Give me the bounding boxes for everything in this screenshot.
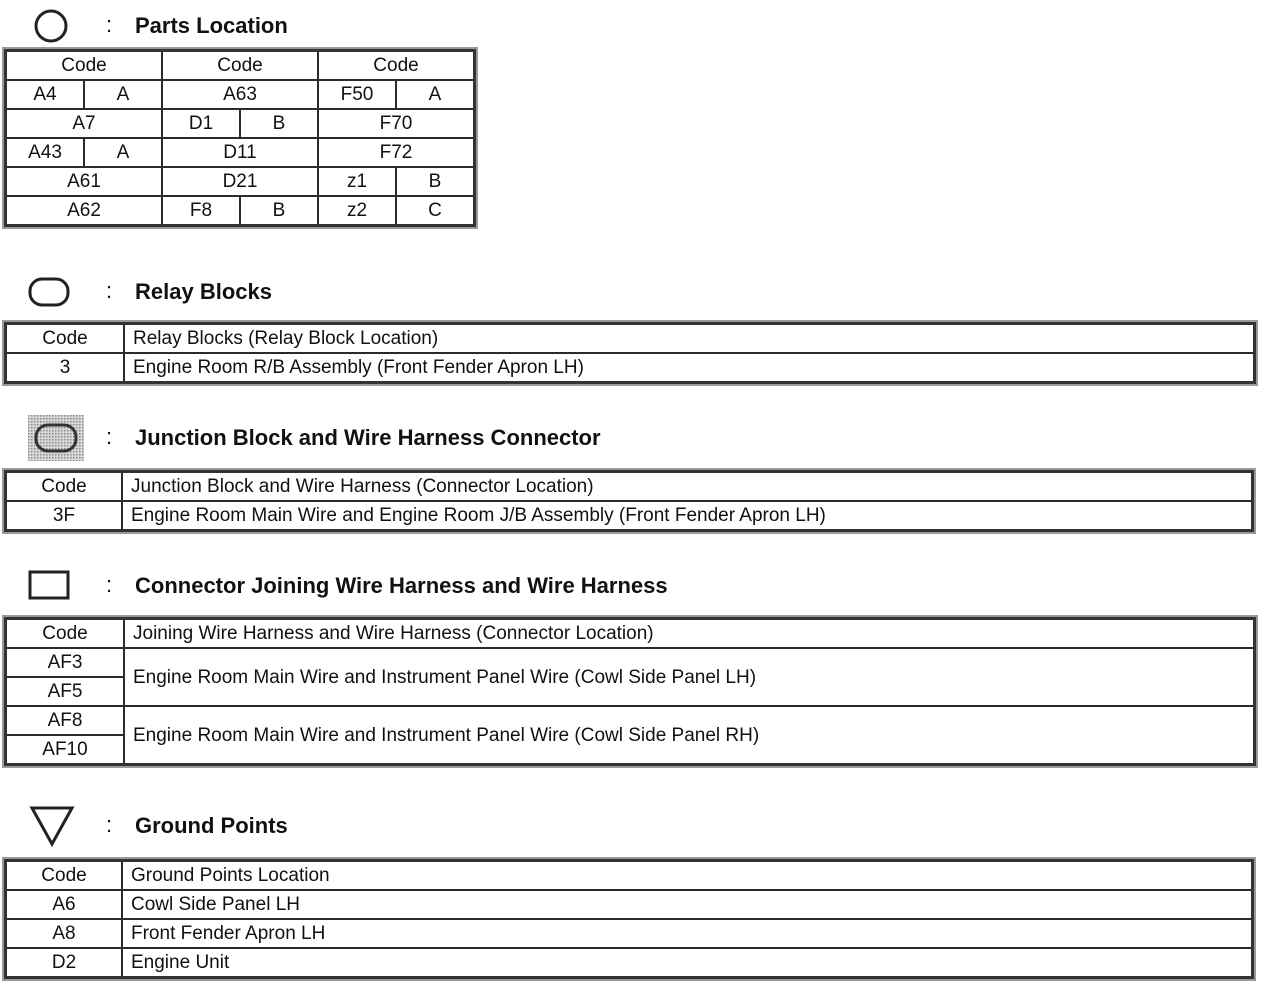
table-row xyxy=(6,890,1253,919)
parts-location-header xyxy=(0,6,900,46)
circle-icon xyxy=(33,8,69,44)
table-row xyxy=(6,138,475,167)
part-code: z1 xyxy=(318,167,396,196)
rounded-rectangle-icon xyxy=(27,276,73,308)
table-row xyxy=(6,948,1253,978)
code-header: Code xyxy=(6,861,123,891)
relay-blocks-table xyxy=(4,322,1256,384)
table-header-row xyxy=(6,619,1255,649)
ground-description: Engine Unit xyxy=(122,948,1253,978)
part-code: D21 xyxy=(162,167,318,196)
part-code: A43 xyxy=(6,138,85,167)
ground-code: A6 xyxy=(6,890,123,919)
junction-code: 3F xyxy=(6,501,123,531)
table-header-row xyxy=(6,472,1253,502)
description-header: Junction Block and Wire Harness (Connector Location) xyxy=(122,472,1253,502)
part-code: z2 xyxy=(318,196,396,226)
part-code: A4 xyxy=(6,80,85,109)
code-header: Code xyxy=(6,619,125,649)
junction-block-title: Junction Block and Wire Harness Connector xyxy=(135,425,601,450)
connector-code: AF3 xyxy=(6,648,125,677)
separator-colon: : xyxy=(106,278,113,303)
table-row xyxy=(6,919,1253,948)
part-code: A62 xyxy=(6,196,163,226)
code-header: Code xyxy=(162,51,318,81)
ground-code: D2 xyxy=(6,948,123,978)
connector-code: AF5 xyxy=(6,677,125,706)
separator-colon: : xyxy=(106,572,113,597)
connector-description: Engine Room Main Wire and Instrument Panel Wire (Cowl Side Panel RH) xyxy=(124,706,1255,765)
part-location-letter: B xyxy=(396,167,475,196)
table-row xyxy=(6,353,1255,383)
connector-joining-title: Connector Joining Wire Harness and Wire Harness xyxy=(135,573,668,598)
separator-colon: : xyxy=(106,812,113,837)
separator-colon: : xyxy=(106,424,113,449)
code-header: Code xyxy=(6,324,125,354)
ground-points-title: Ground Points xyxy=(135,813,288,838)
part-code: F70 xyxy=(318,109,475,138)
ground-points-header xyxy=(0,806,900,846)
part-code: A7 xyxy=(6,109,163,138)
table-row xyxy=(6,196,475,226)
part-code: F8 xyxy=(162,196,240,226)
triangle-icon xyxy=(28,804,76,848)
part-location-letter: B xyxy=(240,196,318,226)
table-row xyxy=(6,80,475,109)
part-location-letter: A xyxy=(396,80,475,109)
ground-code: A8 xyxy=(6,919,123,948)
part-code: A63 xyxy=(162,80,318,109)
code-header: Code xyxy=(318,51,475,81)
relay-blocks-title: Relay Blocks xyxy=(135,279,272,304)
parts-location-table xyxy=(4,49,476,227)
table-header-row xyxy=(6,861,1253,891)
part-code: D1 xyxy=(162,109,240,138)
connector-description: Engine Room Main Wire and Instrument Panel Wire (Cowl Side Panel LH) xyxy=(124,648,1255,706)
table-row xyxy=(6,706,1255,735)
connector-code: AF8 xyxy=(6,706,125,735)
description-header: Relay Blocks (Relay Block Location) xyxy=(124,324,1255,354)
part-location-letter: B xyxy=(240,109,318,138)
rectangle-icon xyxy=(28,570,72,602)
relay-blocks-header xyxy=(0,272,900,312)
ground-description: Cowl Side Panel LH xyxy=(122,890,1253,919)
separator-colon: : xyxy=(106,12,113,37)
table-row xyxy=(6,648,1255,677)
ground-points-table xyxy=(4,859,1254,979)
part-location-letter: A xyxy=(84,80,162,109)
table-row xyxy=(6,501,1253,531)
part-code: A61 xyxy=(6,167,163,196)
junction-block-header xyxy=(0,418,900,458)
ground-description: Front Fender Apron LH xyxy=(122,919,1253,948)
connector-joining-header xyxy=(0,566,900,606)
part-code: F72 xyxy=(318,138,475,167)
relay-code: 3 xyxy=(6,353,125,383)
part-location-letter: A xyxy=(84,138,162,167)
part-code: F50 xyxy=(318,80,396,109)
table-row xyxy=(6,109,475,138)
part-location-letter: C xyxy=(396,196,475,226)
connector-joining-table xyxy=(4,617,1256,766)
parts-location-title: Parts Location xyxy=(135,13,288,38)
code-header: Code xyxy=(6,472,123,502)
table-row xyxy=(6,167,475,196)
code-header: Code xyxy=(6,51,163,81)
description-header: Joining Wire Harness and Wire Harness (Connector Location) xyxy=(124,619,1255,649)
table-header-row xyxy=(6,324,1255,354)
shaded-rounded-rectangle-icon xyxy=(28,415,84,461)
part-code: D11 xyxy=(162,138,318,167)
relay-description: Engine Room R/B Assembly (Front Fender Apron LH) xyxy=(124,353,1255,383)
connector-code: AF10 xyxy=(6,735,125,765)
description-header: Ground Points Location xyxy=(122,861,1253,891)
junction-description: Engine Room Main Wire and Engine Room J/B Assembly (Front Fender Apron LH) xyxy=(122,501,1253,531)
junction-block-table xyxy=(4,470,1254,532)
